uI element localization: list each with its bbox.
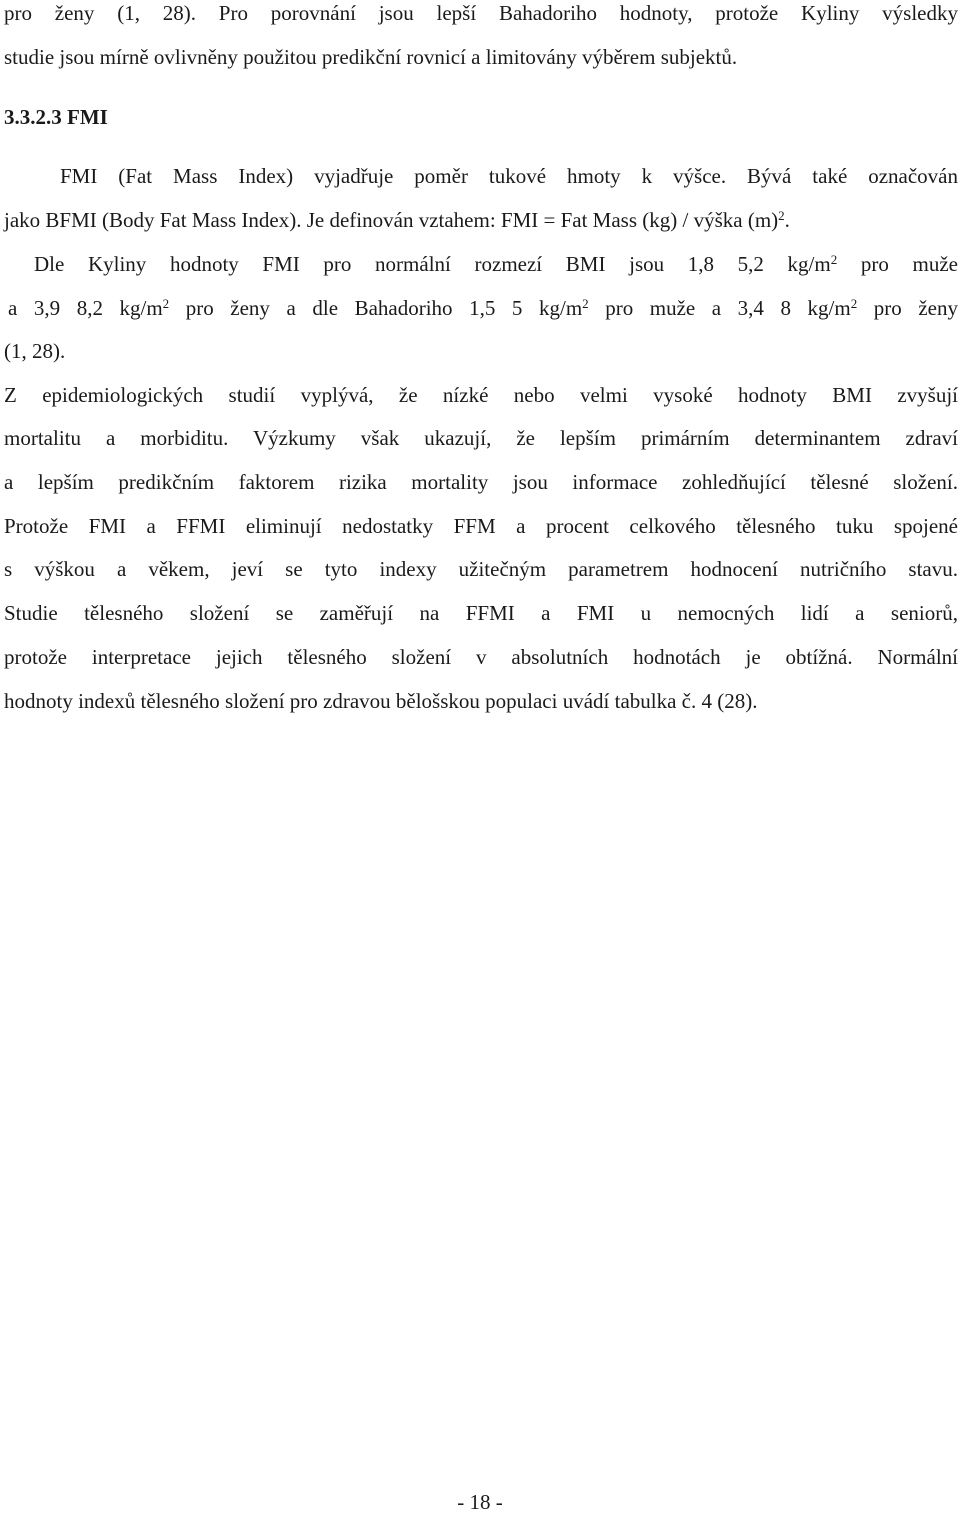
text-fragment: pro muže xyxy=(837,252,958,276)
text-line: s výškou a věkem, jeví se tyto indexy užitečným parametrem hodnocení nutričního stavu. xyxy=(4,557,958,581)
text-line: FMI (Fat Mass Index) vyjadřuje poměr tukové hmoty k výšce. Bývá také označován xyxy=(60,164,958,188)
text-line: hodnoty indexů tělesného složení pro zdravou bělošskou populaci uvádí tabulka č. 4 (28). xyxy=(4,689,758,713)
text-line: (1, 28). xyxy=(4,339,66,363)
section-number: 3.3.2.3 xyxy=(4,105,62,129)
text-line xyxy=(34,251,958,277)
text-line: a lepším predikčním faktorem rizika mortality jsou informace zohledňující tělesné složení. xyxy=(4,470,958,494)
text-line: mortalitu a morbiditu. Výzkumy však ukazují, že lepším primárním determinantem zdraví xyxy=(4,426,958,450)
text-line: studie jsou mírně ovlivněny použitou predikční rovnicí a limitovány výběrem subjektů. xyxy=(4,45,738,69)
superscript: 2 xyxy=(162,295,170,311)
text-line: Protože FMI a FFMI eliminují nedostatky FFM a procent celkového tělesného tuku spojené xyxy=(4,514,958,538)
text-fragment: pro ženy xyxy=(857,296,958,320)
superscript: 2 xyxy=(830,251,838,267)
text-line: Z epidemiologických studií vyplývá, že nízké nebo velmi vysoké hodnoty BMI zvyšují xyxy=(4,383,958,407)
section-title: FMI xyxy=(67,105,108,129)
text-line: Studie tělesného složení se zaměřují na FFMI a FMI u nemocných lidí a seniorů, xyxy=(4,601,958,625)
section-heading xyxy=(4,104,108,130)
text-fragment: pro muže a 3,4 8 kg/m xyxy=(588,296,851,320)
text-fragment: pro ženy a dle Bahadoriho 1,5 5 kg/m xyxy=(169,296,583,320)
superscript: 2 xyxy=(778,207,785,223)
text-line: protože interpretace jejich tělesného složení v absolutních hodnotách je obtížná. Normální xyxy=(4,645,958,669)
superscript: 2 xyxy=(582,295,589,311)
page-number: - 18 - xyxy=(457,1490,503,1514)
text-fragment: . xyxy=(784,208,790,232)
text-fragment: Dle Kyliny hodnoty FMI pro normální rozmezí BMI jsou 1,8 5,2 kg/m xyxy=(34,252,831,276)
text-fragment: a 3,9 8,2 kg/m xyxy=(8,296,163,320)
text-fragment: jako BFMI (Body Fat Mass Index). Je definován vztahem: FMI = Fat Mass (kg) / výška (m) xyxy=(4,208,779,232)
superscript: 2 xyxy=(850,295,858,311)
text-line xyxy=(8,295,958,321)
text-line: pro ženy (1, 28). Pro porovnání jsou lepší Bahadoriho hodnoty, protože Kyliny výsledky xyxy=(4,1,958,25)
text-line xyxy=(4,207,958,233)
